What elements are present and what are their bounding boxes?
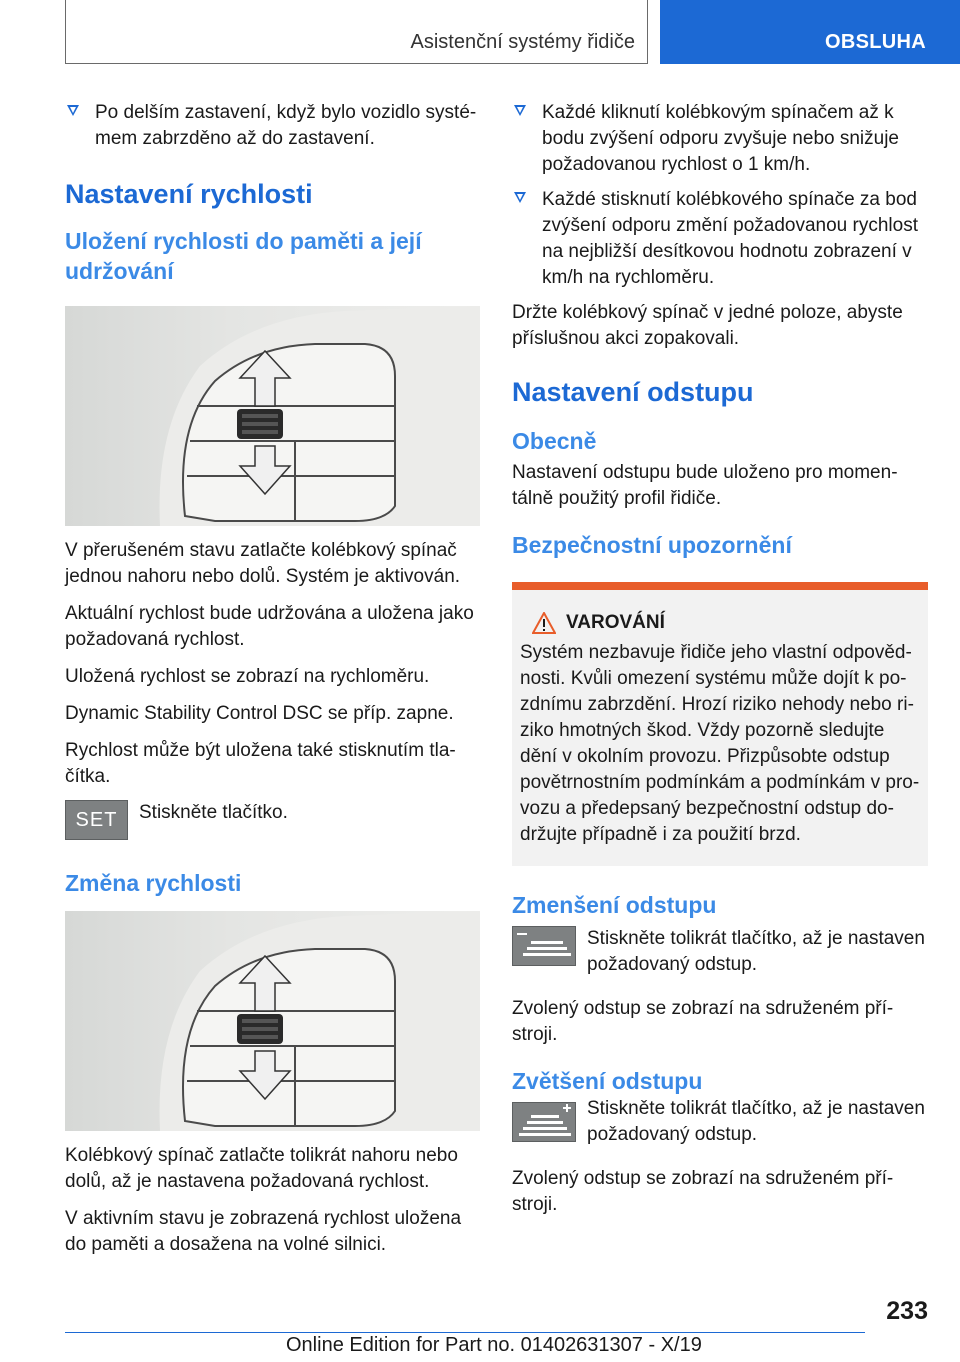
paragraph: Zvolený odstup se zobrazí na sdruženém pří‐stroji. (512, 998, 894, 1045)
section-title: Asistenční systémy řidiče (410, 31, 635, 53)
paragraph: V aktivním stavu je zobrazená rychlost uložena do paměti a dosažena na volné silnici. (65, 1208, 462, 1255)
paragraph: Nastavení odstupu bude uloženo pro momen‐tálně použitý profil řidiče. (512, 462, 898, 509)
set-button-icon: SET (65, 800, 128, 840)
increase-distance-caption: Stiskněte tolikrát tlačítko, až je nastaven požadovaný odstup. (587, 1098, 925, 1145)
bullet-list (65, 100, 480, 152)
triangle-bullet-icon (514, 192, 526, 203)
heading-nastaveni-rychlosti: Nastavení rychlosti (65, 179, 313, 209)
page-number: 233 (886, 1297, 928, 1325)
warning-triangle-icon (532, 612, 556, 634)
paragraph: Dynamic Stability Control DSC se příp. zapne. (65, 703, 454, 724)
heading-nastaveni-odstupu: Nastavení odstupu (512, 377, 754, 407)
warning-title: VAROVÁNÍ (566, 612, 665, 633)
paragraph: Zvolený odstup se zobrazí na sdruženém pří‐stroji. (512, 1168, 894, 1215)
set-button-caption: Stiskněte tlačítko. (139, 802, 288, 823)
triangle-bullet-icon (67, 105, 79, 116)
warning-box (512, 582, 928, 866)
paragraph: Kolébkový spínač zatlačte tolikrát nahoru nebo dolů, až je nastavena požadovaná rychlost. (65, 1145, 458, 1192)
paragraph: Držte kolébkový spínač v jedné poloze, abyste příslušnou akci zopakovali. (512, 302, 903, 349)
steering-switch-photo (65, 306, 480, 526)
bullet-list (512, 100, 928, 291)
steering-wheel-switch-image (65, 306, 480, 526)
footer-edition: Online Edition for Part no. 01402631307 - X/19 (286, 1334, 702, 1356)
footer-divider (65, 1332, 865, 1333)
heading-bezpecnostni-upozorneni: Bezpečnostní upozornění (512, 532, 792, 558)
paragraph: Uložená rychlost se zobrazí na rychloměru. (65, 666, 430, 687)
warning-text: Systém nezbavuje řidiče jeho vlastní odpověd‐nosti. Kvůli omezení systému může dojít k po‐zdnímu zabrzdění. Hrozí riziko nehody nebo ri‐ziko hmotných škod. Vždy pozorně sledujte dění v okolním provozu. Přizpůsobte odstup povětrnostním podmínkám a podmínkám v pro‐vozu a předepsaný bezpečnostní odstup do‐držujte případně i za použití brzd. (520, 642, 920, 845)
paragraph: Rychlost může být uložena také stisknutím tla‐čítka. (65, 740, 456, 787)
warning-header (520, 612, 920, 636)
paragraph: V přerušeném stavu zatlačte kolébkový spínač jednou nahoru nebo dolů. Systém je aktivován. (65, 540, 461, 587)
header-box (65, 0, 648, 64)
list-item: Každé kliknutí kolébkovým spínačem až k bodu zvýšení odporu zvyšuje nebo snižuje požadovanou rychlost o 1 km/h. (512, 100, 928, 178)
heading-zmena-rychlosti: Změna rychlosti (65, 870, 242, 896)
triangle-bullet-icon (514, 105, 526, 116)
heading-zmenseni-odstupu: Zmenšení odstupu (512, 892, 717, 918)
list-item: Po delším zastavení, když bylo vozidlo systé‐mem zabrzděno až do zastavení. (65, 100, 480, 152)
right-column (512, 100, 928, 1218)
paragraph: Aktuální rychlost bude udržována a uložena jako požadovaná rychlost. (65, 603, 474, 650)
heading-ulozeni-rychlosti: Uložení rychlosti do paměti a její udržování (65, 228, 422, 284)
increase-distance-row (512, 1096, 928, 1148)
steering-switch-photo-2 (65, 911, 480, 1131)
heading-obecne: Obecně (512, 428, 597, 454)
section-tab-label: OBSLUHA (825, 31, 926, 53)
decrease-distance-icon (512, 926, 576, 966)
heading-zvetseni-odstupu: Zvětšení odstupu (512, 1068, 703, 1094)
increase-distance-icon (512, 1102, 576, 1142)
decrease-distance-row (512, 926, 928, 978)
steering-wheel-switch-image (65, 911, 480, 1131)
set-button-row (65, 800, 480, 840)
list-item: Každé stisknutí kolébkového spínače za bod zvýšení odporu změní požadovanou rychlost na nejbližší desítkovou hodnotu zobrazení v km/h na rychloměru. (512, 187, 928, 291)
decrease-distance-caption: Stiskněte tolikrát tlačítko, až je nastaven požadovaný odstup. (587, 928, 925, 975)
section-tab (660, 0, 960, 64)
left-column (65, 100, 480, 1258)
